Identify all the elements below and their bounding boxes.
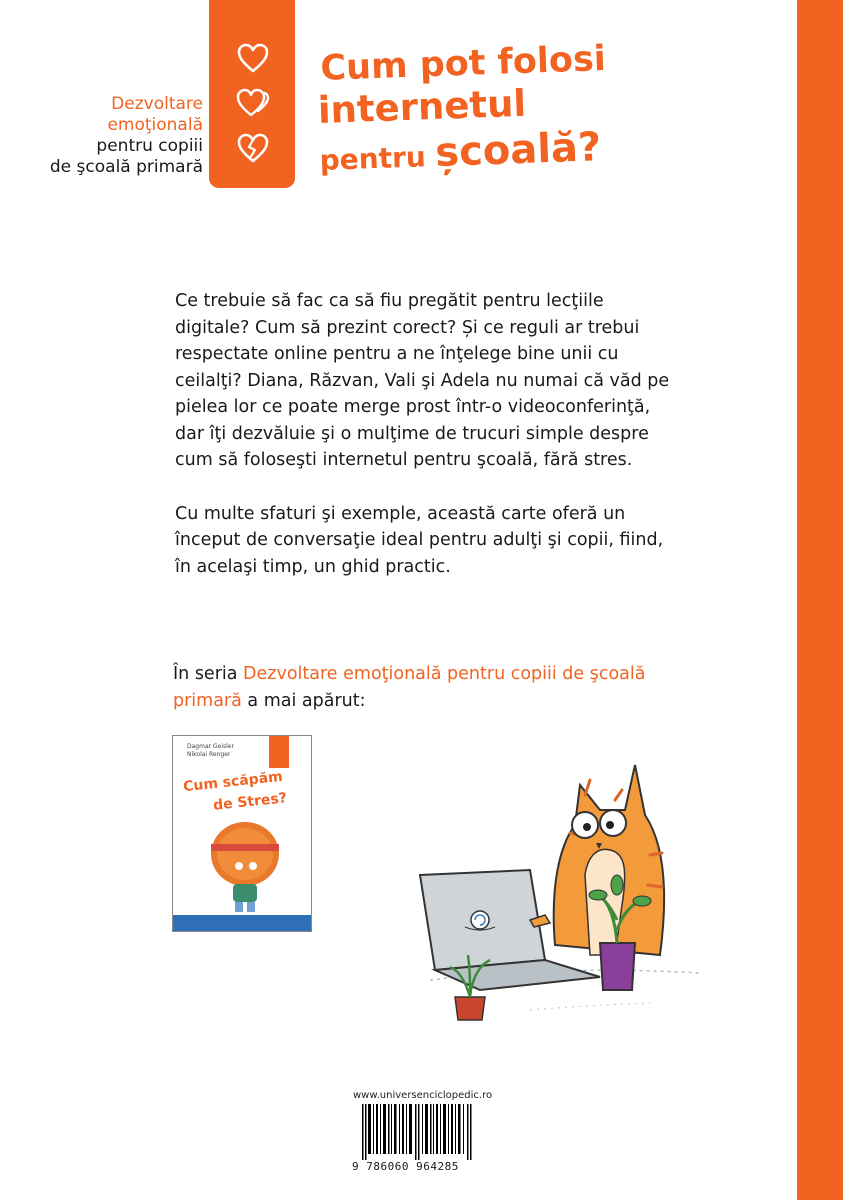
title-line-1: Cum pot folosi <box>319 38 607 89</box>
series-label <box>50 94 203 178</box>
blurb-paragraph-2: Cu multe sfaturi şi exemple, această carte oferă un început de conversaţie ideal pentru adulţi şi copii, fiind, în acelaşi timp, un ghid practic. <box>175 503 664 577</box>
back-cover-blurb <box>175 288 675 607</box>
related-book-authors <box>187 743 234 759</box>
isbn-barcode <box>352 1104 478 1174</box>
isbn-digits: 9 786060 964285 <box>352 1160 459 1173</box>
related-book-title-1: Cum scăpăm <box>182 768 284 796</box>
broken-heart-icon <box>236 132 270 166</box>
series-note <box>173 661 693 715</box>
series-line-1: Dezvoltare <box>111 94 203 114</box>
book-title <box>316 39 610 180</box>
related-book-author-2: Nikolai Renger <box>187 751 231 758</box>
series-line-3: pentru copiii <box>96 136 203 156</box>
publisher-url: www.universenciclopedic.ro <box>353 1090 493 1101</box>
related-book-title-2: de Stres? <box>212 790 288 814</box>
series-logo-tab <box>209 0 295 188</box>
right-edge-stripe <box>797 0 843 1200</box>
related-book-floor <box>173 915 311 931</box>
series-note-name: Dezvoltare emoţională pentru copiii de şcoală primară <box>173 664 646 711</box>
series-line-2: emoţională <box>107 115 203 135</box>
series-line-4: de şcoală primară <box>49 157 203 177</box>
double-heart-icon <box>236 86 270 120</box>
barcode-bars <box>362 1104 474 1160</box>
heart-icon <box>236 42 270 76</box>
title-line-3a: pentru <box>319 139 437 178</box>
cat-laptop-illustration <box>410 755 710 1035</box>
title-line-3b: școală? <box>434 124 602 176</box>
stressed-child-illustration <box>193 806 293 916</box>
series-note-prefix: În seria <box>173 664 244 684</box>
related-book-logo-tab <box>269 736 289 768</box>
related-book-cover <box>172 735 312 932</box>
series-note-suffix: a mai apărut: <box>241 691 366 711</box>
blurb-paragraph-1: Ce trebuie să fac ca să fiu pregătit pentru lecţiile digitale? Cum să prezint corect? Și ce reguli ar trebui respectate online pentru a ne înţelege bine unii cu ceilalţi? Diana, Răzvan, Vali şi Adela nu numai că văd pe pielea lor ce poate merge prost într-o videoconferinţă, dar îţi dezvăluie şi o mulţime de trucuri simple despre cum să foloseşti internetul pentru şcoală, fără stres. <box>175 291 670 470</box>
title-line-3 <box>319 124 610 180</box>
title-line-2: internetul <box>317 81 527 133</box>
related-book-author-1: Dagmar Geisler <box>187 743 234 750</box>
